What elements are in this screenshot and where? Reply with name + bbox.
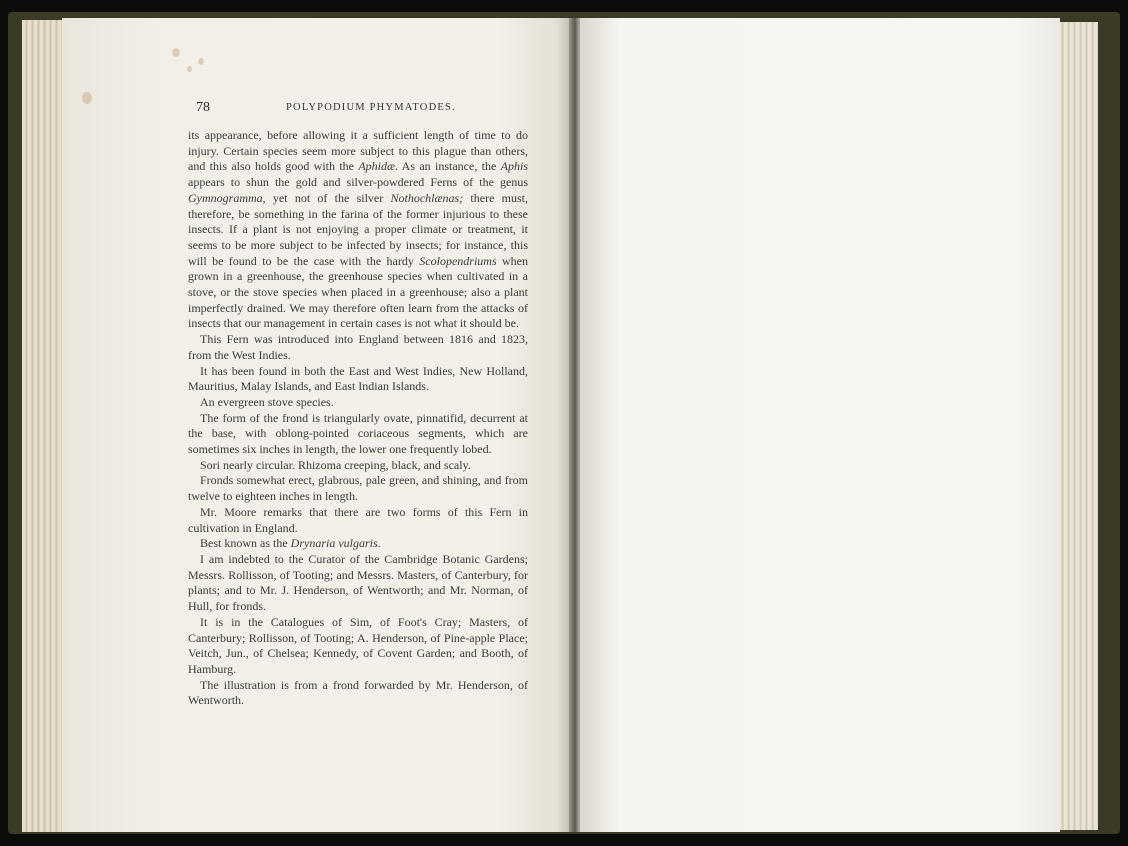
paragraph <box>188 552 528 615</box>
paragraph <box>188 395 528 411</box>
text-run: I am indebted to the Curator of the Cambridge Botanic Gardens; Messrs. Rollisson, of Tooting; and Messrs. Masters, of Canterbury, for plants; and to Mr. J. Henderson, of Wentworth; and Mr. Norman, of Hull, for fronds. <box>188 551 528 614</box>
text-run: Sori nearly circular. Rhizoma creeping, black, and scaly. <box>200 457 471 472</box>
text-run: Fronds somewhat erect, glabrous, pale green, and shining, and from twelve to eighteen inches in length. <box>188 473 528 504</box>
text-run: It is in the Catalogues of Sim, of Foot's Cray; Masters, of Canterbury; Rollisson, of Tooting; A. Henderson, of Pine-apple Place; Veitch, Jun., of Chelsea; Kennedy, of Covent Garden; and Booth, of Hamburg. <box>188 614 528 676</box>
page-edges-right <box>1058 22 1098 830</box>
text-run: when grown in a greenhouse, the greenhouse species when cultivated in a stove, or the stove species when placed in a greenhouse; also a plant imperfectly drained. We may therefore often learn from the attacks of insects that our management in certain cases is not what it should be. <box>188 253 529 331</box>
paragraph <box>188 411 528 458</box>
foxing-spot <box>187 66 192 72</box>
text-run: . As an instance, the <box>395 159 501 174</box>
body-text <box>188 128 528 709</box>
paragraph <box>188 615 528 678</box>
text-run: The form of the frond is triangularly ovate, pinnatifid, decurrent at the base, with oblong-pointed coriaceous segments, which are sometimes six inches in length, the lower one frequently lobed. <box>188 410 528 457</box>
page-title: POLYPODIUM PHYMATODES. <box>286 102 456 113</box>
foxing-spot <box>172 48 180 57</box>
italic-term: Scolopendriums <box>419 253 497 268</box>
foxing-spot <box>82 92 92 104</box>
italic-term: Nothochlænas; <box>390 190 464 205</box>
text-run: This Fern was introduced into England between 1816 and 1823, from the West Indies. <box>188 332 528 362</box>
italic-term: Aphidæ <box>358 159 395 174</box>
text-run: Best known as the <box>200 536 291 551</box>
paragraph <box>188 505 528 536</box>
text-run: its appearance, before allowing it a sufficient length of time to do injury. Certain species seem more subject to this plague than others, and this also holds good with the <box>188 128 528 174</box>
paragraph <box>188 364 528 395</box>
running-head <box>196 100 531 120</box>
page-number: 78 <box>196 100 210 115</box>
text-run: appears to shun the gold and silver-powdered Ferns of the genus <box>188 175 528 190</box>
paragraph <box>188 332 528 363</box>
text-run: An evergreen stove species. <box>200 394 334 409</box>
text-run: The illustration is from a frond forwarded by Mr. Henderson, of Wentworth. <box>188 677 528 708</box>
paragraph <box>188 458 528 474</box>
text-run: It has been found in both the East and West Indies, New Holland, Mauritius, Malay Islands, and East Indian Islands. <box>188 363 528 394</box>
foxing-spot <box>198 58 204 65</box>
paragraph <box>188 473 528 504</box>
italic-term: Gymnogramma <box>188 190 263 205</box>
text-run: there must, therefore, be something in the farina of the former injurious to these insects. If a plant is not enjoying a proper climate or treatment, it seems to be more subject to be infected by insects; for instance, this will be found to be the case with the hardy <box>188 190 528 268</box>
text-run: , yet not of the silver <box>262 190 391 205</box>
paragraph <box>188 128 528 332</box>
italic-term: Aphis <box>500 159 528 174</box>
italic-term: Drynaria vulgaris <box>290 536 378 551</box>
paragraph <box>188 536 528 552</box>
right-page <box>580 18 1060 832</box>
text-run: . <box>377 536 381 551</box>
text-run: Mr. Moore remarks that there are two forms of this Fern in cultivation in England. <box>188 504 528 535</box>
paragraph <box>188 678 528 709</box>
